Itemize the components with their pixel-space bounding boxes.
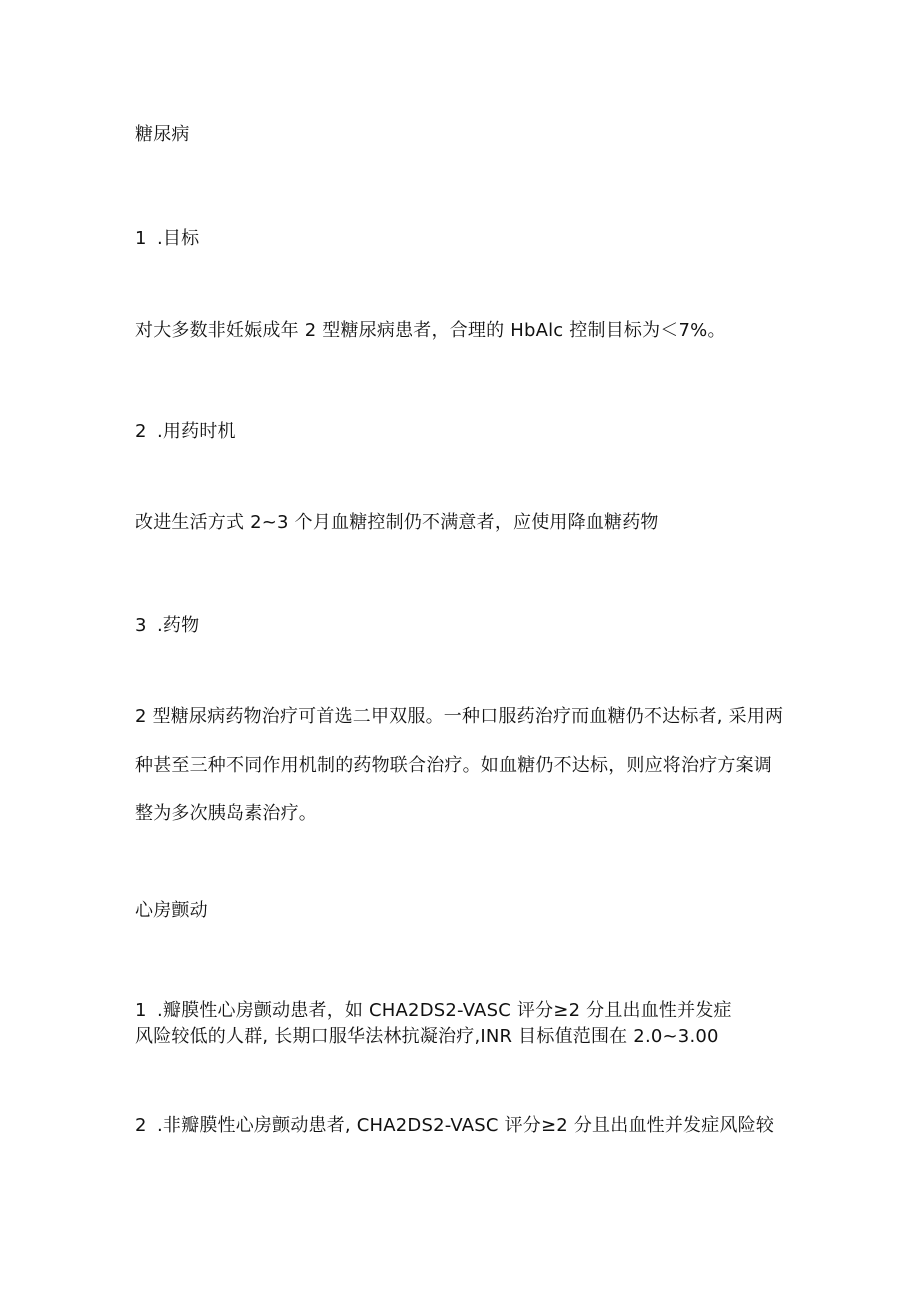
item-number: 3 — [135, 615, 147, 636]
subheading-drugs — [135, 615, 199, 637]
section-heading-af: 心房颤动 — [135, 900, 208, 921]
paragraph-drugs-line-2: 种甚至三种不同作用机制的药物联合治疗。如血糖仍不达标，则应将治疗方案调 — [135, 755, 772, 776]
item-title: .药物 — [157, 615, 200, 636]
item-text: .瓣膜性心房颤动患者，如 CHA2DS2-VASC 评分≥2 分且出血性并发症 — [157, 1000, 732, 1021]
af-item-1-line-2: 风险较低的人群, 长期口服华法林抗凝治疗,INR 目标值范围在 2.0~3.00 — [135, 1026, 719, 1047]
paragraph-timing: 改进生活方式 2~3 个月血糖控制仍不满意者，应使用降血糖药物 — [135, 512, 659, 533]
subheading-timing — [135, 421, 236, 443]
item-title: .用药时机 — [157, 421, 236, 442]
section-heading-diabetes: 糖尿病 — [135, 124, 190, 145]
item-text: .非瓣膜性心房颤动患者, CHA2DS2-VASC 评分≥2 分且出血性并发症风险较 — [157, 1115, 775, 1136]
paragraph-drugs-line-3: 整为多次胰岛素治疗。 — [135, 803, 317, 824]
item-number: 1 — [135, 228, 147, 249]
af-item-2-line-1 — [135, 1115, 774, 1137]
item-title: .目标 — [157, 228, 200, 249]
item-number: 2 — [135, 421, 147, 442]
subheading-target — [135, 228, 199, 250]
af-item-1-line-1 — [135, 1000, 732, 1022]
item-number: 1 — [135, 1000, 147, 1021]
item-number: 2 — [135, 1115, 147, 1136]
paragraph-target: 对大多数非妊娠成年 2 型糖尿病患者，合理的 HbAlc 控制目标为＜7%。 — [135, 320, 726, 341]
paragraph-drugs-line-1: 2 型糖尿病药物治疗可首选二甲双服。一种口服药治疗而血糖仍不达标者, 采用两 — [135, 706, 784, 727]
